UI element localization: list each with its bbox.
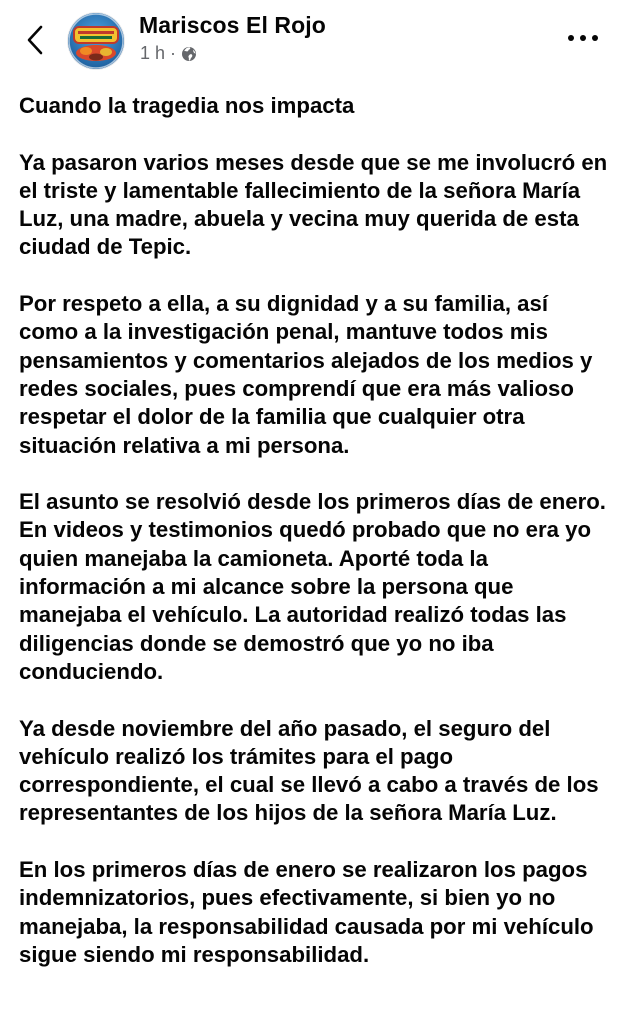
meta-separator: ·: [170, 43, 177, 63]
post-meta: [140, 43, 197, 64]
post-title: Cuando la tragedia nos impacta: [19, 93, 355, 118]
post-header: [0, 0, 619, 80]
post-paragraph: Ya pasaron varios meses desde que se me involucró en el triste y lamentable fallecimiento de la señora María Luz, una madre, abuela y vecina muy querida de esta ciudad de Tepic.: [19, 149, 608, 260]
restaurant-logo-image: [68, 13, 124, 69]
post-paragraph: En los primeros días de enero se realizaron los pagos indemnizatorios, pues efectivamente, si bien yo no manejaba, la responsabilidad causada por mi vehículo sigue siendo mi responsabilidad.: [19, 857, 594, 967]
post-time[interactable]: 1 h: [140, 43, 166, 63]
more-options-button[interactable]: [563, 26, 603, 50]
chevron-left-icon: [26, 25, 44, 55]
page-name[interactable]: Mariscos El Rojo: [139, 12, 326, 38]
post-text: [19, 92, 609, 998]
back-button[interactable]: [20, 22, 50, 58]
post-paragraph: Ya desde noviembre del año pasado, el seguro del vehículo realizó los trámites para el pago correspondiente, el cual se llevó a cabo a través de los representantes de los hijos de la señora María Luz.: [19, 715, 599, 826]
post-paragraph: El asunto se resolvió desde los primeros días de enero. En videos y testimonios quedó probado que no era yo quien manejaba la camioneta. Aporté toda la información a mi alcance sobre la persona que manejaba el vehículo. La autoridad realizó todas las diligencias donde se demostró que yo no iba conduciendo.: [19, 489, 606, 684]
globe-icon: [181, 46, 197, 62]
page-avatar[interactable]: [68, 13, 124, 69]
post-paragraph: Por respeto a ella, a su dignidad y a su familia, así como a la investigación penal, mantuve todos mis pensamientos y comentarios alejados de los medios y redes sociales, pues comprendí que era más valioso respetar el dolor de la familia que cualquier otra situación relativa a mi persona.: [19, 291, 593, 458]
three-dots-icon: [567, 34, 599, 42]
